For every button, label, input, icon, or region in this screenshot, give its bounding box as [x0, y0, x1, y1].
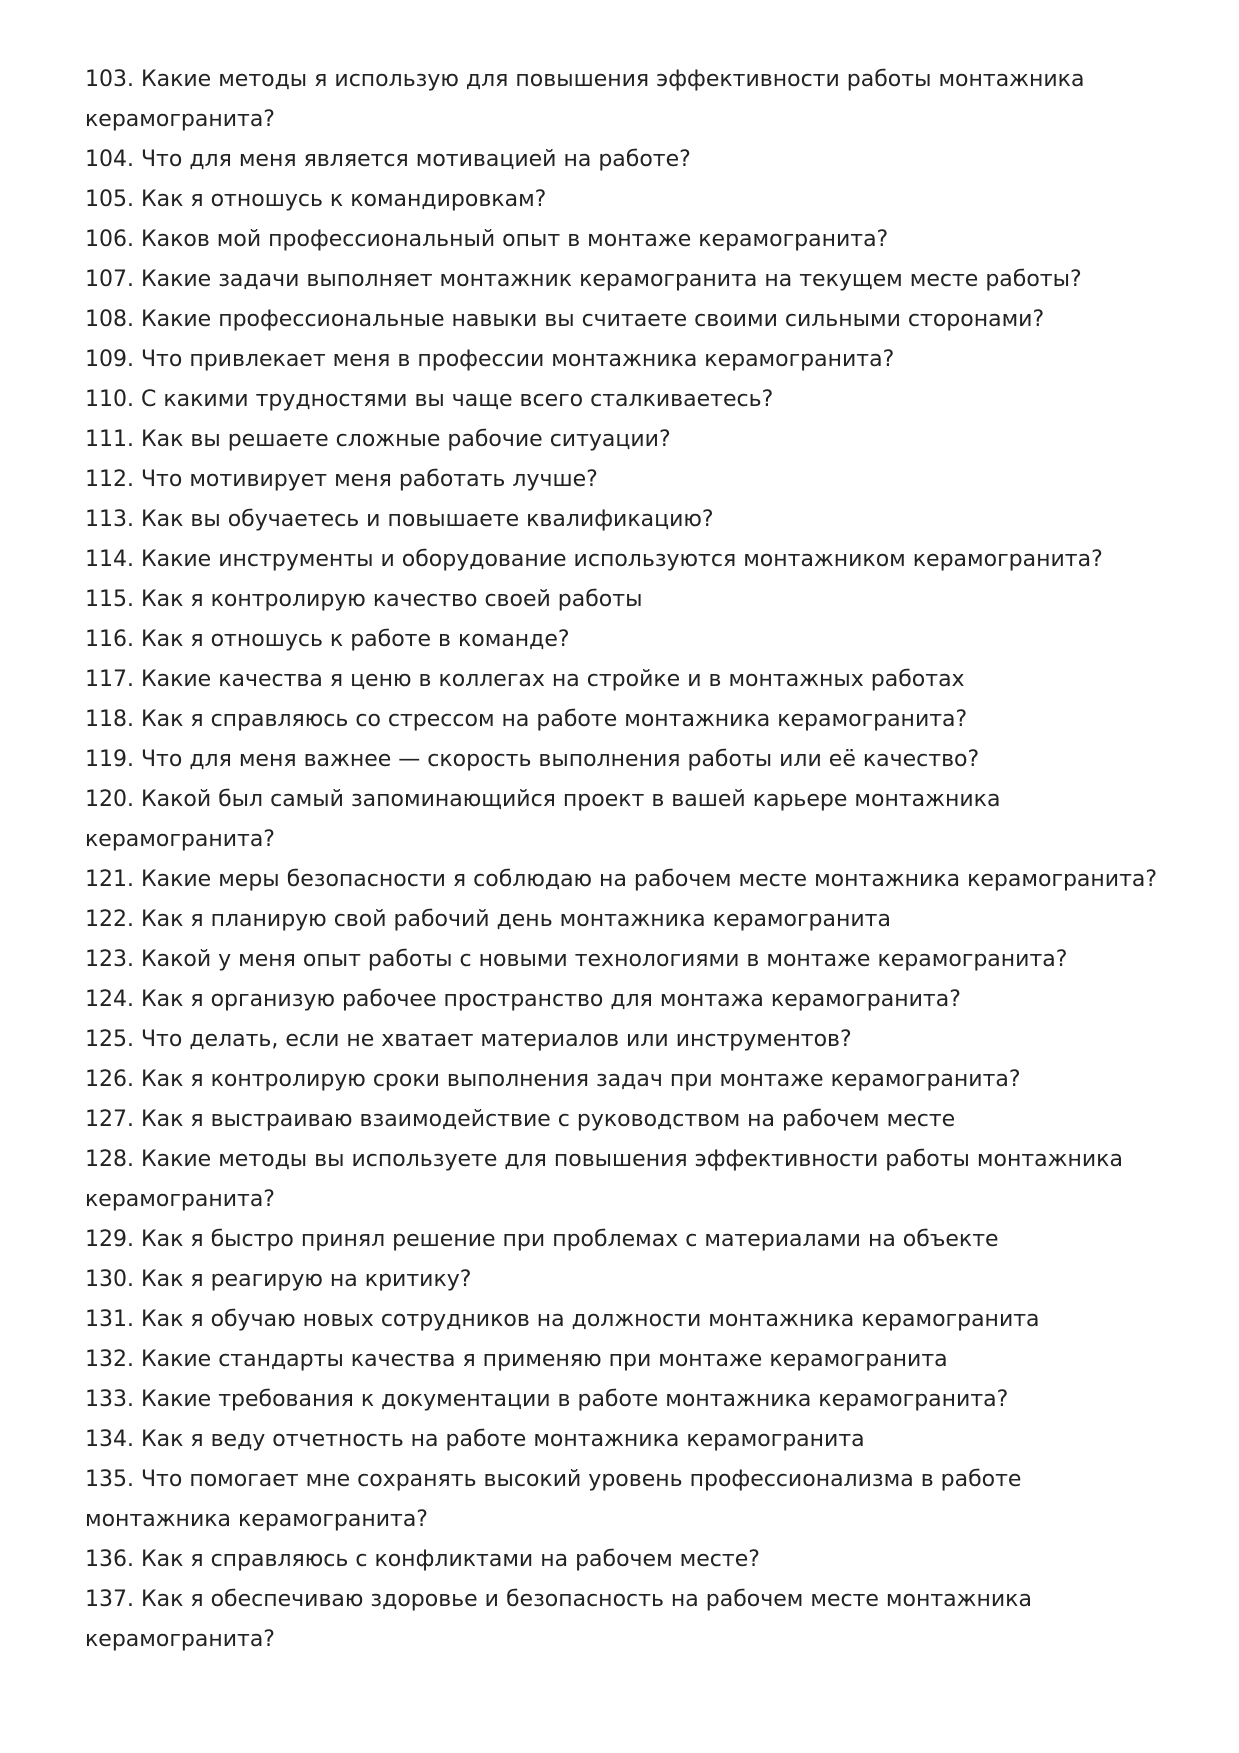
list-item: 123. Какой у меня опыт работы с новыми технологиями в монтаже керамогранита? [85, 947, 1068, 972]
list-item: 112. Что мотивирует меня работать лучше? [85, 467, 598, 492]
list-item: 115. Как я контролирую качество своей работы [85, 587, 643, 612]
list-item: 130. Как я реагирую на критику? [85, 1267, 472, 1292]
list-item: 135. Что помогает мне сохранять высокий уровень профессионализма в работе монтажника керамогранита? [85, 1467, 1022, 1532]
list-item: 113. Как вы обучаетесь и повышаете квалификацию? [85, 507, 714, 532]
list-item: 126. Как я контролирую сроки выполнения задач при монтаже керамогранита? [85, 1067, 1021, 1092]
list-item: 137. Как я обеспечиваю здоровье и безопасность на рабочем месте монтажника керамогранита? [85, 1587, 1032, 1652]
list-item: 128. Какие методы вы используете для повышения эффективности работы монтажника керамогранита? [85, 1147, 1123, 1212]
list-item: 133. Какие требования к документации в работе монтажника керамогранита? [85, 1387, 1009, 1412]
list-item: 111. Как вы решаете сложные рабочие ситуации? [85, 427, 671, 452]
list-item: 114. Какие инструменты и оборудование используются монтажником керамогранита? [85, 547, 1103, 572]
list-item: 124. Как я организую рабочее пространство для монтажа керамогранита? [85, 987, 961, 1012]
list-item: 136. Как я справляюсь с конфликтами на рабочем месте? [85, 1547, 760, 1572]
list-item: 129. Как я быстро принял решение при проблемах с материалами на объекте [85, 1227, 999, 1252]
list-item: 109. Что привлекает меня в профессии монтажника керамогранита? [85, 347, 895, 372]
list-item: 108. Какие профессиональные навыки вы считаете своими сильными сторонами? [85, 307, 1045, 332]
list-item: 127. Как я выстраиваю взаимодействие с руководством на рабочем месте [85, 1107, 956, 1132]
list-item: 110. С какими трудностями вы чаще всего сталкиваетесь? [85, 387, 774, 412]
list-item: 106. Каков мой профессиональный опыт в монтаже керамогранита? [85, 227, 889, 252]
list-item: 104. Что для меня является мотивацией на работе? [85, 147, 691, 172]
list-item: 134. Как я веду отчетность на работе монтажника керамогранита [85, 1427, 865, 1452]
list-item: 131. Как я обучаю новых сотрудников на должности монтажника керамогранита [85, 1307, 1040, 1332]
list-item: 103. Какие методы я использую для повышения эффективности работы монтажника керамогранита? [85, 67, 1085, 132]
list-item: 107. Какие задачи выполняет монтажник керамогранита на текущем месте работы? [85, 267, 1082, 292]
list-item: 132. Какие стандарты качества я применяю при монтаже керамогранита [85, 1347, 948, 1372]
question-list [85, 60, 1165, 1660]
list-item: 119. Что для меня важнее — скорость выполнения работы или её качество? [85, 747, 980, 772]
list-item: 105. Как я отношусь к командировкам? [85, 187, 547, 212]
list-item: 118. Как я справляюсь со стрессом на работе монтажника керамогранита? [85, 707, 968, 732]
list-item: 120. Какой был самый запоминающийся проект в вашей карьере монтажника керамогранита? [85, 787, 1001, 852]
list-item: 121. Какие меры безопасности я соблюдаю на рабочем месте монтажника керамогранита? [85, 867, 1158, 892]
document-page [85, 60, 1165, 1660]
list-item: 122. Как я планирую свой рабочий день монтажника керамогранита [85, 907, 891, 932]
list-item: 116. Как я отношусь к работе в команде? [85, 627, 570, 652]
list-item: 117. Какие качества я ценю в коллегах на стройке и в монтажных работах [85, 667, 965, 692]
list-item: 125. Что делать, если не хватает материалов или инструментов? [85, 1027, 852, 1052]
